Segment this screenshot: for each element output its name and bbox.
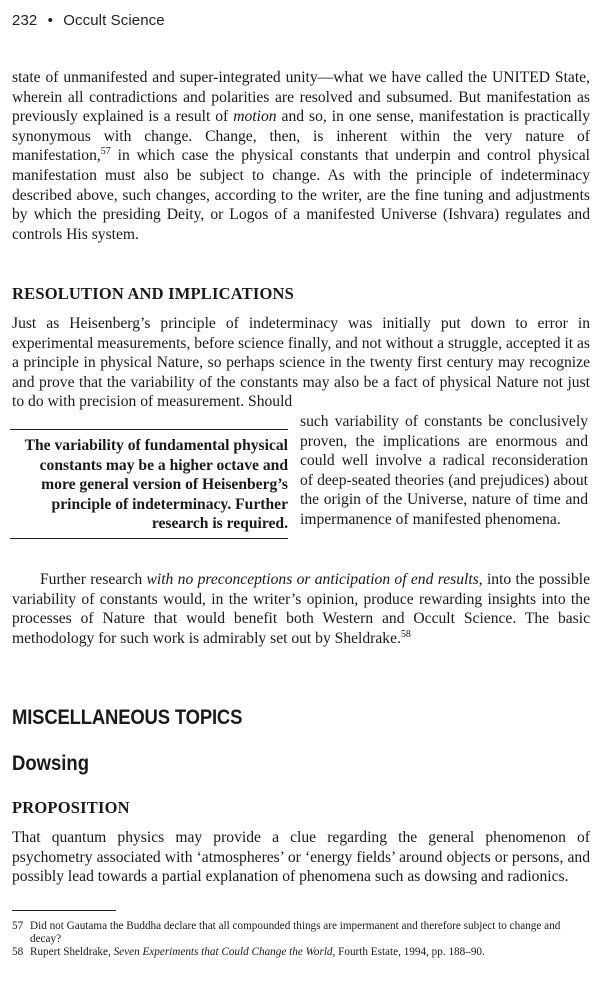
footnote-publication: , Fourth Estate, 1994, pp. 188–90. [332, 946, 485, 958]
footnote-58 [12, 946, 590, 959]
italic-phrase: with no preconceptions or anticipation of end results [146, 571, 479, 588]
book-title: Occult Science [63, 12, 165, 29]
footnote-text: Did not Gautama the Buddha declare that all compounded things are impermanent and therefore subject to change and decay? [30, 920, 561, 945]
footnote-ref-57[interactable]: 57 [100, 146, 111, 158]
running-head [12, 12, 165, 29]
heading-proposition: PROPOSITION [12, 798, 130, 817]
pull-quote: The variability of fundamental physical constants may be a higher octave and more general version of Heisenberg’s principle of indeterminacy. Further research is required. [10, 429, 288, 539]
book-page [10, 0, 590, 982]
paragraph-heisenberg-full: Just as Heisenberg’s principle of indeterminacy was initially put down to error in experimental measurements, before science finally, and not without a struggle, accepted it as a principle in physical Nature, so perhaps science in the twenty first century may recognize and prove that the variability of the constants may also be a fact of physical Nature not just to do with precision of measurement. Should [12, 315, 590, 411]
paragraph-unity [12, 68, 590, 244]
footnote-number: 58 [12, 946, 24, 958]
paragraph-text: Further research [40, 571, 147, 588]
footnote-text [30, 946, 590, 959]
footnote-book-title: Seven Experiments that Could Change the World [113, 946, 333, 958]
heading-dowsing: Dowsing [12, 752, 89, 775]
section-heading-resolution: RESOLUTION AND IMPLICATIONS [12, 284, 294, 303]
paragraph-further-research [12, 570, 590, 648]
heading-miscellaneous-topics: MISCELLANEOUS TOPICS [12, 706, 243, 729]
page-number: 232 [12, 12, 38, 29]
footnote-ref-58[interactable]: 58 [400, 628, 411, 640]
paragraph-text: in which case the physical constants that underpin and control physical manifestation must also be subject to change. As with the principle of indeterminacy described above, such changes, according to the writer, are the fine tuning and adjustments by which the presiding Deity, or Logos of a manifested Universe (Ishvara) regulates and controls His system. [12, 147, 590, 243]
footnote-author: Rupert Sheldrake, [30, 946, 114, 958]
paragraph-text: , into the possible variability of constants would, in the writer’s opinion, produce rewarding insights into the processes of Nature that would benefit both Western and Occult Science. The basic methodology for such work is admirably set out by Sheldrake. [12, 571, 591, 647]
paragraph-proposition: That quantum physics may provide a clue regarding the general phenomenon of psychometry associated with ‘atmospheres’ or ‘energy fields’ around objects or persons, and possibly lead towards a partial explanation of phenomena such as dowsing and radionics. [12, 829, 590, 886]
paragraph-text: and so, in one sense, manifestation is practically synonymous with change. Change, then, is inherent within the very nature of manifestation, [12, 108, 590, 165]
running-head-separator: • [47, 12, 53, 29]
italic-motion: motion [233, 108, 277, 126]
footnotes [12, 920, 590, 959]
footnote-57 [12, 920, 590, 946]
paragraph-heisenberg-column: such variability of constants be conclusively proven, the implications are enormous and could well involve a radical reconsideration of deep-seated theories (and prejudices) about the origin of the Universe, nature of time and impermanence of manifested phenomena. [300, 413, 588, 528]
footnote-divider [12, 910, 116, 911]
paragraph-text: state of unmanifested and super-integrated unity—what we have called the UNITED State, wherein all contradictions and polarities are resolved and subsumed. But manifestation as previously explained is a result of [12, 69, 590, 126]
footnote-number: 57 [12, 920, 24, 932]
